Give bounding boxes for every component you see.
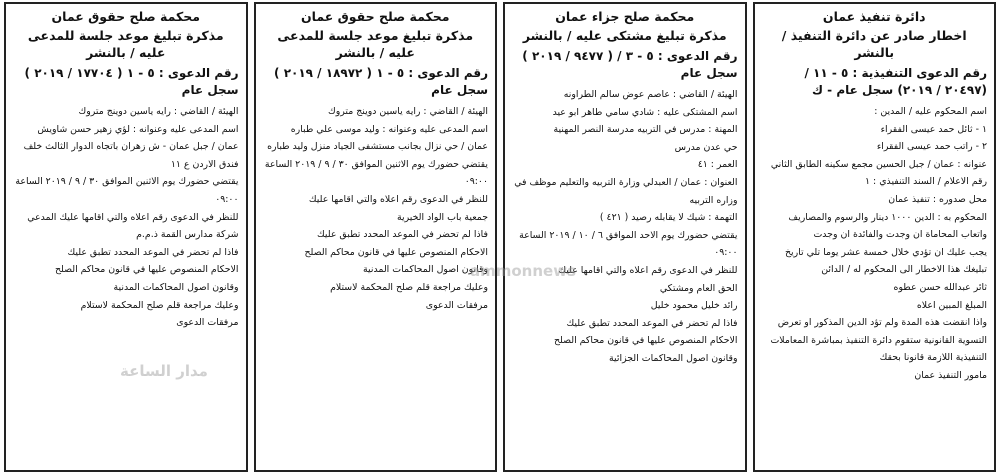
notice-subtitle: مذكرة تبليغ مشتكى عليه / بالنشر (522, 28, 727, 43)
notice-line: اسم المدعى عليه وعنوانه : لؤي زهير حسن شاويش (37, 123, 239, 135)
notice-line: اسم المحكوم عليه / المدين : (874, 106, 987, 117)
notice-line: وقانون اصول المحاكمات الجزائية (609, 352, 738, 364)
notice-line: عنوانه : عمان / جبل الحسين مجمع سكينه الطابق الثاني (770, 158, 987, 170)
case-number: رقم الدعوى التنفيذية : ٥ - ١١ / (٢٠٤٩٧ / ٢٠١٩) سجل عام - ك (804, 66, 987, 97)
notice-line: عمان / جبل عمان - ش زهران باتجاه الدوار الثالث خلف فندق الاردن ع ١١ (23, 141, 239, 170)
notice-body (762, 103, 988, 385)
notice-column-criminal (503, 2, 747, 472)
notice-line: الحق العام ومشتكي (659, 282, 738, 294)
notice-line: الهيئة / القاضي : عاصم عوض سالم الطراونه (563, 89, 738, 100)
notice-column-enforcement (753, 2, 997, 472)
notice-line: مرفقات الدعوى (176, 317, 239, 329)
notice-line: وقانون اصول المحاكمات المدنية (363, 264, 488, 276)
notice-line: اسم المشتكى عليه : شادي سامي طاهر ابو عيد (552, 106, 738, 118)
notice-line: العمر : ٤١ (697, 159, 738, 171)
notice-line: للنظر في الدعوى رقم اعلاه والتي اقامها عليك المدعي (27, 211, 239, 223)
notice-title: محكمة صلح جزاء عمان (555, 9, 695, 24)
notice-title: محكمة صلح حقوق عمان (300, 9, 450, 24)
notice-body (13, 103, 239, 332)
notice-line: المهنة : مدرس في التربيه مدرسة النصر المهنية (553, 124, 738, 136)
notice-line: مامور التنفيذ عمان (914, 369, 987, 381)
case-number: رقم الدعوى : ٥ - ٣ / ( ٩٤٧٧ / ٢٠١٩ ) سجل عام (522, 49, 738, 80)
notice-line: الاحكام المنصوص عليها في قانون محاكم الصلح (553, 335, 738, 347)
case-number: رقم الدعوى : ٥ - ١ ( ١٧٧٠٤ / ٢٠١٩ ) سجل عام (24, 66, 239, 97)
notice-title: محكمة صلح حقوق عمان (51, 9, 201, 24)
notice-line: للنظر في الدعوى رقم اعلاه والتي اقامها عليك (308, 193, 488, 205)
notice-line: اسم المدعى عليه وعنوانه : وليد موسى علي طباره (290, 123, 488, 135)
notice-body (512, 86, 738, 368)
notice-line: الهيئة / القاضي : رايه ياسين دوينج متروك (327, 106, 488, 117)
notice-line: وقانون اصول المحاكمات المدنية (113, 281, 239, 293)
notice-line: وعليك مراجعة قلم صلح المحكمة لاستلام (330, 281, 488, 293)
notice-line: حي عدن مدرس (674, 141, 738, 153)
notice-line: يقتضي حضورك يوم الاثنين الموافق ٣٠ / ٩ / ٢٠١٩ الساعة ٠٩:٠٠ (264, 158, 488, 188)
watermark-logo: ammonnews (470, 262, 577, 280)
notice-line: فاذا لم تحضر في الموعد المحدد تطبق عليك (566, 317, 738, 329)
notice-line: المحكوم به : الدين ١٠٠٠ دينار والرسوم والمصاريف واتعاب المحاماة ان وجدت والفائدة ان وجدت (788, 211, 987, 241)
notice-line: واذا انقضت هذه المدة ولم تؤد الدين المذكور او تعرض التسوية القانونية ستقوم دائرة التنفيذ بمباشرة المعاملات التنفيذية اللازمة قانونا بحقك (770, 317, 987, 364)
notice-line: يقتضي حضورك يوم الاثنين الموافق ٣٠ / ٩ / ٢٠١٩ الساعة ٠٩:٠٠ (15, 176, 239, 205)
notice-line: يقتضي حضورك يوم الاحد الموافق ٦ / ١٠ / ٢٠١٩ الساعة ٠٩:٠٠ (519, 229, 738, 259)
notice-line: الاحكام المنصوص عليها في قانون محاكم الصلح (54, 264, 239, 276)
case-number: رقم الدعوى : ٥ - ١ ( ١٨٩٧٢ / ٢٠١٩ ) سجل عام (274, 66, 488, 97)
notice-line: التهمة : شيك لا يقابله رصيد ( ٤٢١ ) (599, 212, 738, 224)
watermark-logo: مدار الساعة (120, 362, 208, 380)
notice-line: فاذا لم تحضر في الموعد المحدد تطبق عليك (317, 229, 488, 241)
notice-column-civil-2 (4, 2, 248, 472)
notice-line: جمعية باب الواد الخيرية (396, 211, 488, 223)
notice-line: يجب عليك ان تؤدي خلال خمسة عشر يوما تلي تاريخ تبليغك هذا الاخطار الى المحكوم له / الدائن (784, 246, 987, 276)
notice-column-civil-1 (254, 2, 498, 472)
notice-line: ٢ - راتب حمد عيسى الفقراء (876, 141, 987, 153)
notice-line: المبلغ المبين اعلاه (916, 299, 987, 311)
notice-line: شركة مدارس القمة ذ.م.م (136, 229, 239, 241)
notice-line: ثائر عبدالله حسن عطوه (893, 281, 987, 293)
notice-line: العنوان : عمان / العبدلي وزارة التربيه والتعليم موظف في وزاره التربيه (514, 176, 738, 206)
notice-line: فاذا لم تحضر في الموعد المحدد تطبق عليك (67, 246, 239, 258)
notice-line: رقم الاعلام / السند التنفيذي : ١ (865, 176, 987, 188)
notice-line: مرفقات الدعوى (425, 299, 488, 311)
notice-line: للنظر في الدعوى رقم اعلاه والتي اقامها عليك (558, 264, 738, 276)
notice-line: الاحكام المنصوص عليها في قانون محاكم الصلح (304, 246, 488, 258)
notice-line: محل صدوره : تنفيذ عمان (888, 193, 987, 205)
notice-line: ١ - ثائل حمد عيسى الفقراء (880, 123, 987, 135)
notice-line: وعليك مراجعة قلم صلح المحكمة لاستلام (80, 299, 239, 311)
notice-subtitle: اخطار صادر عن دائرة التنفيذ / بالنشر (781, 28, 967, 60)
notice-line: رائد خليل محمود خليل (650, 300, 738, 312)
notice-subtitle: مذكرة تبليغ موعد جلسة للمدعى عليه / بالنشر (27, 28, 224, 60)
notice-line: الهيئة / القاضي : رايه ياسين دوينج متروك (78, 106, 239, 117)
notice-line: عمان / حي نزال بجانب مستشفى الجياد منزل وليد طباره (267, 141, 488, 153)
notice-title: دائرة تنفيذ عمان (822, 9, 926, 24)
notice-body (263, 103, 489, 314)
notice-subtitle: مذكرة تبليغ موعد جلسة للمدعى عليه / بالنشر (277, 28, 474, 60)
